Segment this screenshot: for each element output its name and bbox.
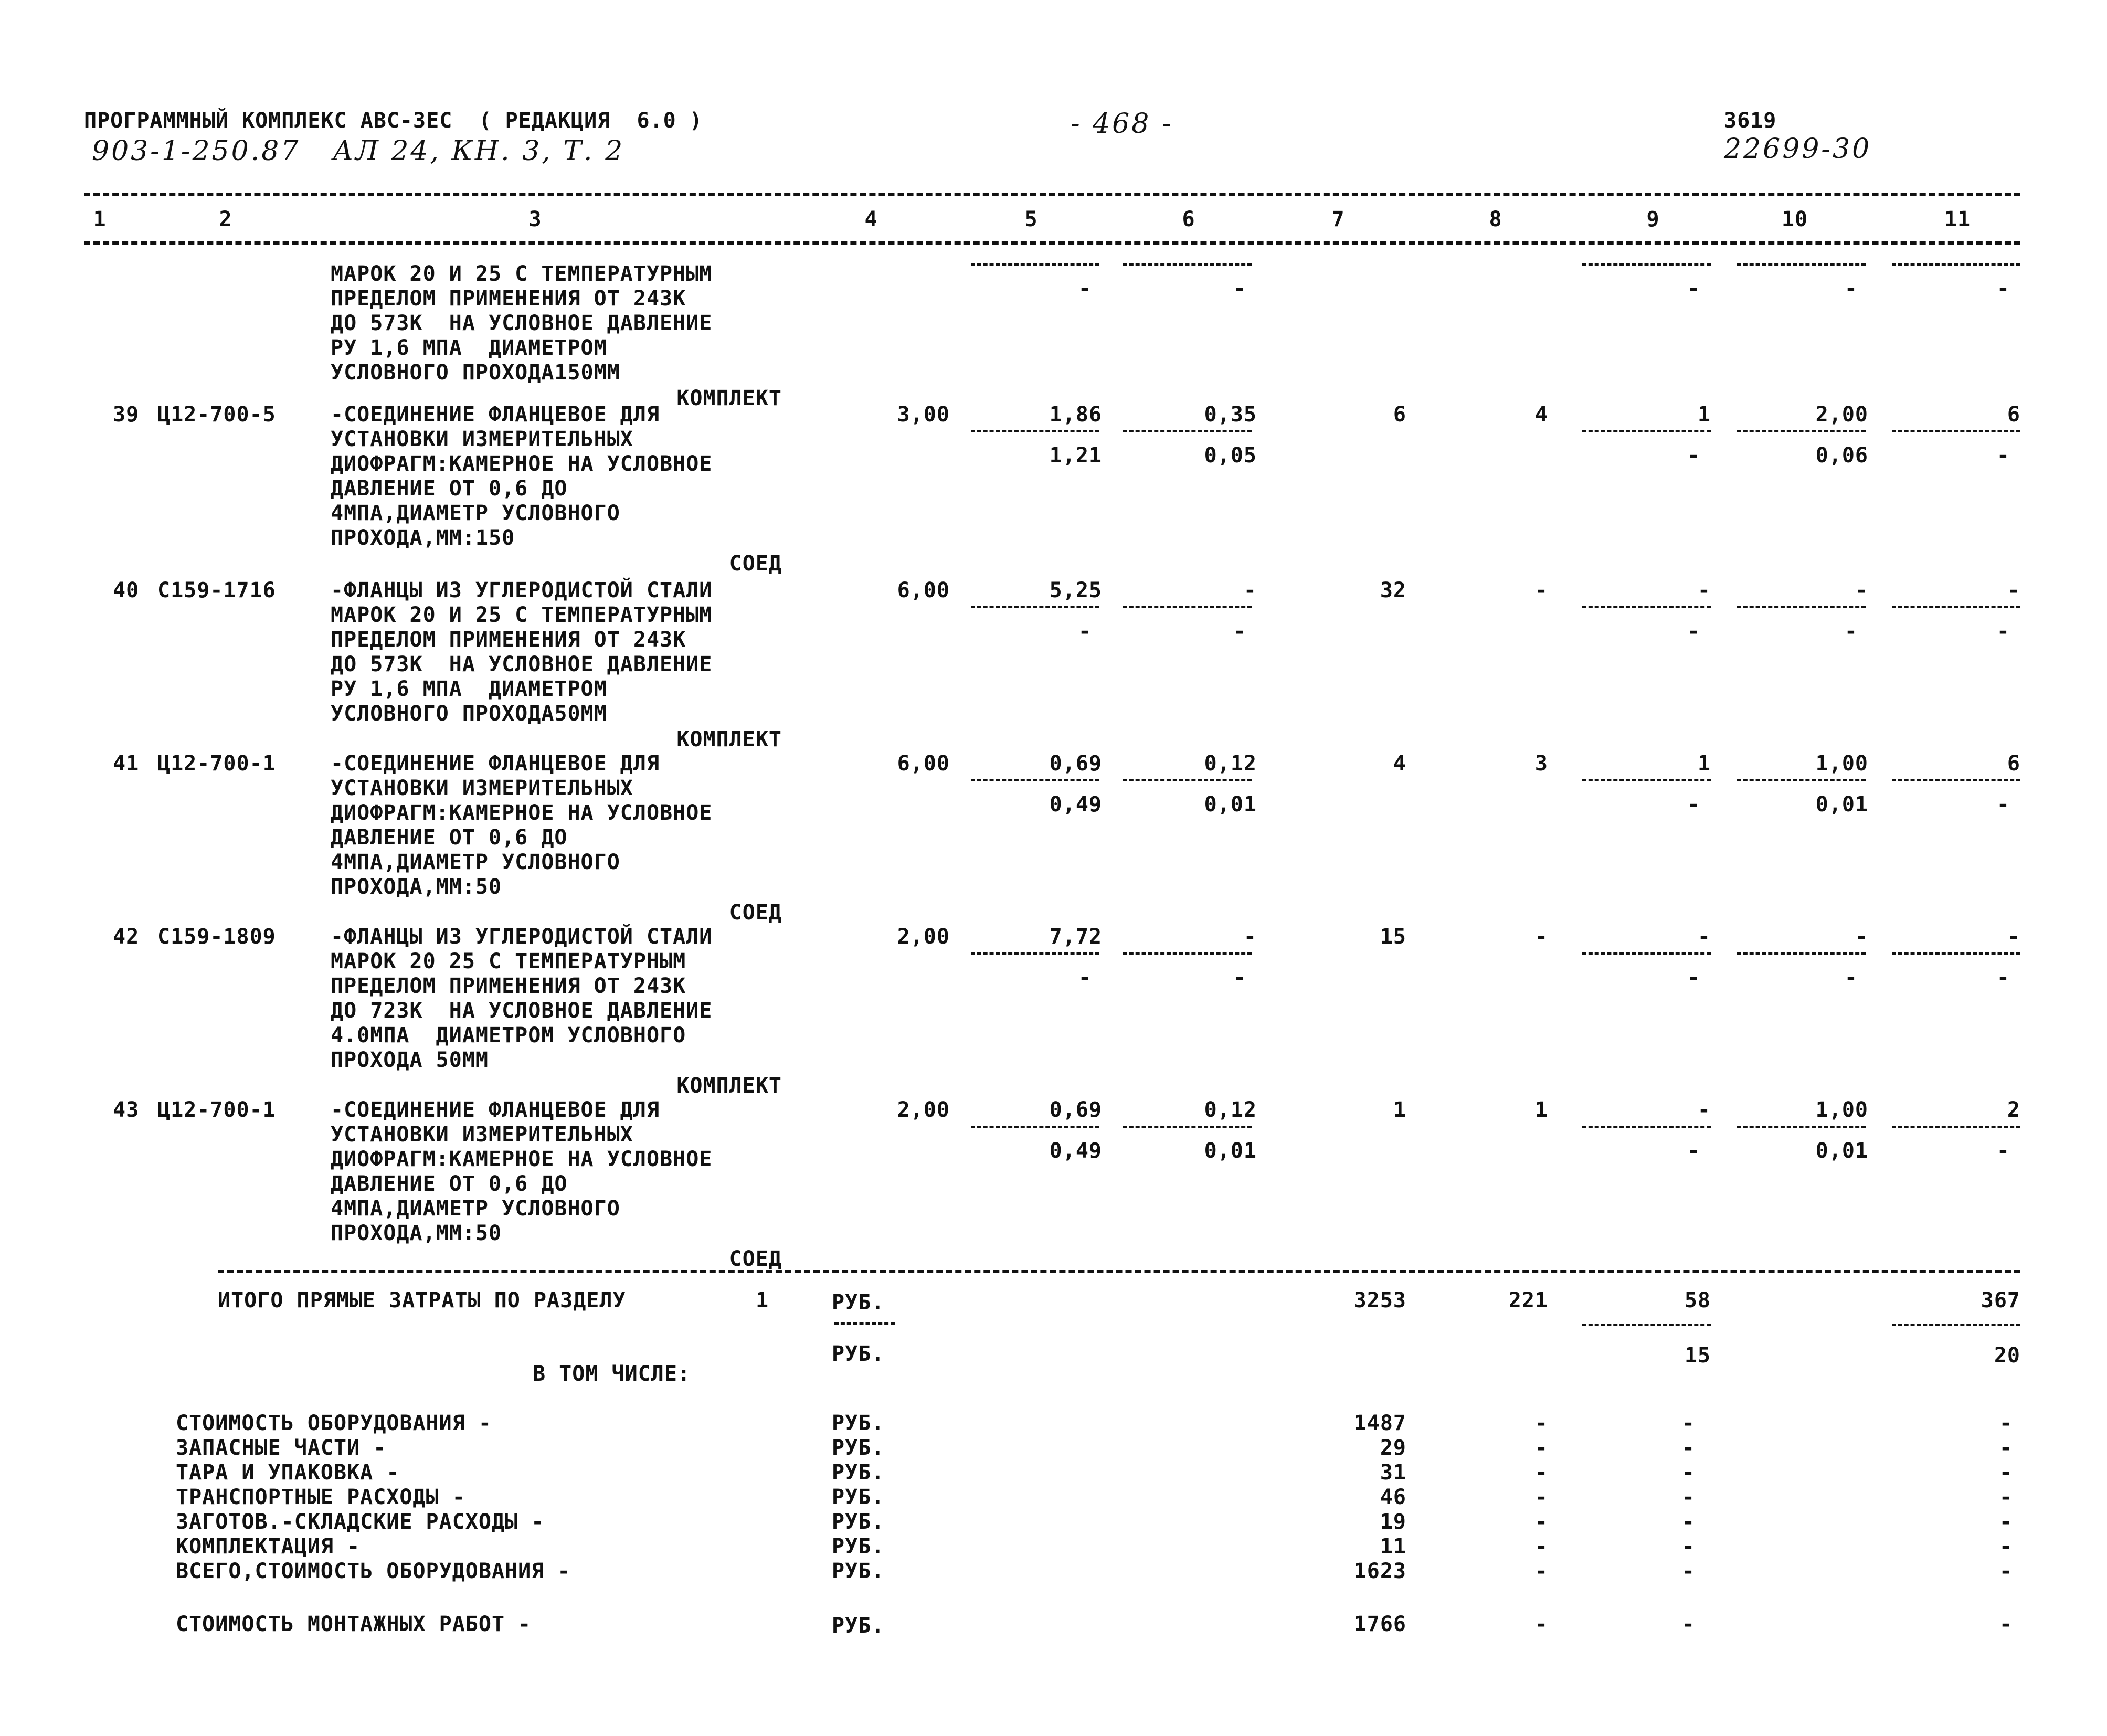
column-header-10: 10 [1781, 207, 1808, 231]
subcell-c11: - [1996, 277, 2010, 301]
breakdown-col9: - [1681, 1460, 1695, 1485]
breakdown-unit: РУБ. [832, 1485, 885, 1509]
row-description-line: -СОЕДИНЕНИЕ ФЛАНЦЕВОЕ ДЛЯ [331, 751, 660, 776]
cell-c11: 6 [2007, 403, 2020, 427]
row-description-line: РУ 1,6 МПА ДИАМЕТРОМ [331, 336, 607, 360]
row-description-line: УСЛОВНОГО ПРОХОДА150ММ [331, 361, 620, 385]
row-description-line: -ФЛАНЦЫ ИЗ УГЛЕРОДИСТОЙ СТАЛИ [331, 925, 713, 949]
row-code: Ц12-700-1 [157, 1098, 276, 1122]
cell-c5: 7,72 [1049, 925, 1102, 949]
row-description-line: МАРОК 20 25 С ТЕМПЕРАТУРНЫМ [331, 949, 686, 973]
breakdown-col9: - [1681, 1411, 1695, 1435]
row-description-line: ДО 723К НА УСЛОВНОЕ ДАВЛЕНИЕ [331, 999, 713, 1023]
breakdown-col11: - [1999, 1460, 2013, 1485]
breakdown-label: ВСЕГО,СТОИМОСТЬ ОБОРУДОВАНИЯ - [176, 1559, 571, 1583]
breakdown-col11: - [1999, 1534, 2013, 1559]
cell-rule-c11 [1892, 779, 2020, 781]
breakdown-col11: - [1999, 1436, 2013, 1460]
totals-col9: 58 [1684, 1288, 1711, 1312]
breakdown-col8: - [1534, 1534, 1548, 1559]
subcell-c9: - [1687, 443, 1700, 468]
breakdown-col9: - [1681, 1534, 1695, 1559]
breakdown-col11: - [1999, 1485, 2013, 1509]
row-description-line: -СОЕДИНЕНИЕ ФЛАНЦЕВОЕ ДЛЯ [331, 403, 660, 427]
cell-c9: 1 [1697, 751, 1711, 776]
cell-rule-c10 [1737, 952, 1866, 955]
breakdown-col9: - [1681, 1559, 1695, 1583]
subcell-c10: 0,01 [1815, 1139, 1868, 1163]
cell-rule-c11 [1892, 606, 2020, 608]
subcell-c6: 0,01 [1204, 1139, 1257, 1163]
breakdown-col7: 1623 [1353, 1559, 1406, 1583]
breakdown-col8: - [1534, 1510, 1548, 1534]
header-rule-top [84, 193, 2020, 196]
cell-c5: 0,69 [1049, 751, 1102, 776]
totals-sub-unit: РУБ. [832, 1342, 885, 1366]
cell-rule-c5 [971, 263, 1099, 266]
subcell-c10: - [1844, 619, 1858, 643]
subcell-c11: - [1996, 966, 2010, 990]
cell-rule-c6 [1123, 263, 1252, 266]
cell-rule-c9 [1582, 263, 1711, 266]
row-description-line: 4.0МПА ДИАМЕТРОМ УСЛОВНОГО [331, 1023, 686, 1047]
column-header-2: 2 [219, 207, 232, 231]
cell-c4: 2,00 [897, 925, 950, 949]
cell-rule-c6 [1123, 1126, 1252, 1128]
totals-sub-col9: 15 [1684, 1343, 1711, 1368]
breakdown-unit: РУБ. [832, 1559, 885, 1583]
breakdown-col11: - [1999, 1411, 2013, 1435]
row-number: 43 [113, 1098, 140, 1122]
row-description-line: МАРОК 20 И 25 С ТЕМПЕРАТУРНЫМ [331, 262, 713, 286]
subcell-c10: - [1844, 966, 1858, 990]
breakdown-label: ЗАГОТОВ.-СКЛАДСКИЕ РАСХОДЫ - [176, 1510, 545, 1534]
cell-c8: 4 [1534, 403, 1548, 427]
row-description-line: ПРОХОДА,ММ:150 [331, 526, 515, 550]
subcell-c9: - [1687, 1139, 1700, 1163]
subcell-c6: 0,05 [1204, 443, 1257, 468]
subcell-c11: - [1996, 792, 2010, 817]
breakdown-col7: 1487 [1353, 1411, 1406, 1435]
breakdown-label: СТОИМОСТЬ ОБОРУДОВАНИЯ - [176, 1411, 492, 1435]
totals-col8: 221 [1508, 1288, 1548, 1312]
cell-c8: 3 [1534, 751, 1548, 776]
subcell-c11: - [1996, 619, 2010, 643]
cell-rule-c11 [1892, 263, 2020, 266]
cell-c10: - [1855, 578, 1868, 602]
cell-c4: 6,00 [897, 578, 950, 602]
cell-rule-c11 [1892, 430, 2020, 432]
subcell-c9: - [1687, 792, 1700, 817]
cell-c7: 6 [1393, 403, 1406, 427]
cell-c7: 4 [1393, 751, 1406, 776]
subcell-c9: - [1687, 966, 1700, 990]
subcell-c5: 0,49 [1049, 792, 1102, 817]
subcell-c11: - [1996, 1139, 2010, 1163]
totals-unit: РУБ. [832, 1290, 885, 1315]
cell-c6: - [1243, 578, 1257, 602]
row-description-line: ДАВЛЕНИЕ ОТ 0,6 ДО [331, 1172, 568, 1196]
cell-rule-c9 [1582, 606, 1711, 608]
cell-c4: 6,00 [897, 751, 950, 776]
cell-rule-c6 [1123, 779, 1252, 781]
cell-rule-c5 [971, 606, 1099, 608]
row-description-line: -ФЛАНЦЫ ИЗ УГЛЕРОДИСТОЙ СТАЛИ [331, 578, 713, 602]
breakdown-col7: 29 [1380, 1436, 1406, 1460]
subcell-c10: 0,06 [1815, 443, 1868, 468]
row-unit: СОЕД [729, 901, 782, 925]
subcell-c6: - [1233, 966, 1246, 990]
row-unit: СОЕД [729, 1247, 782, 1271]
breakdown-col9: - [1681, 1510, 1695, 1534]
row-description-line: РУ 1,6 МПА ДИАМЕТРОМ [331, 677, 607, 701]
cell-rule-c9 [1582, 1126, 1711, 1128]
row-description-line: ПРОХОДА,ММ:50 [331, 875, 502, 899]
breakdown-col8: - [1534, 1460, 1548, 1485]
cell-c11: 2 [2007, 1098, 2020, 1122]
totals-label: ИТОГО ПРЯМЫЕ ЗАТРАТЫ ПО РАЗДЕЛУ [218, 1288, 626, 1312]
row-description-line: ПРЕДЕЛОМ ПРИМЕНЕНИЯ ОТ 243К [331, 628, 686, 652]
cell-rule-c10 [1737, 1126, 1866, 1128]
cell-c4: 2,00 [897, 1098, 950, 1122]
row-description-line: МАРОК 20 И 25 С ТЕМПЕРАТУРНЫМ [331, 603, 713, 627]
row-description-line: -СОЕДИНЕНИЕ ФЛАНЦЕВОЕ ДЛЯ [331, 1098, 660, 1122]
breakdown-label: ТРАНСПОРТНЫЕ РАСХОДЫ - [176, 1485, 465, 1509]
breakdown-col8: - [1534, 1559, 1548, 1583]
cell-c10: 1,00 [1815, 751, 1868, 776]
breakdown-unit: РУБ. [832, 1460, 885, 1485]
cell-rule-c9 [1582, 430, 1711, 432]
cell-rule-c10 [1737, 779, 1866, 781]
breakdown-col11: - [1999, 1510, 2013, 1534]
breakdown-col11: - [1999, 1559, 2013, 1583]
row-description-line: 4МПА,ДИАМЕТР УСЛОВНОГО [331, 501, 620, 525]
row-description-line: ПРОХОДА,ММ:50 [331, 1221, 502, 1245]
totals-col11-rule [1892, 1324, 2020, 1326]
row-unit: КОМПЛЕКТ [676, 386, 782, 410]
cell-c10: 2,00 [1815, 403, 1868, 427]
cell-c5: 1,86 [1049, 403, 1102, 427]
cell-c6: 0,35 [1204, 403, 1257, 427]
cell-rule-c6 [1123, 606, 1252, 608]
cell-c11: - [2007, 578, 2020, 602]
column-header-11: 11 [1944, 207, 1971, 231]
breakdown-col9: - [1681, 1485, 1695, 1509]
cell-c7: 32 [1380, 578, 1406, 602]
header-rule-bottom [84, 241, 2020, 245]
cell-rule-c5 [971, 430, 1099, 432]
column-header-6: 6 [1182, 207, 1195, 231]
cell-c9: - [1697, 578, 1711, 602]
breakdown-col7: 19 [1380, 1510, 1406, 1534]
totals-col9-rule [1582, 1324, 1711, 1326]
cell-c8: - [1534, 925, 1548, 949]
page-number: - 468 - [1071, 108, 1173, 140]
breakdown-label: ЗАПАСНЫЕ ЧАСТИ - [176, 1436, 387, 1460]
cell-c8: - [1534, 578, 1548, 602]
breakdown-col8: - [1534, 1436, 1548, 1460]
row-code: Ц12-700-5 [157, 403, 276, 427]
cell-c5: 0,69 [1049, 1098, 1102, 1122]
row-unit: КОМПЛЕКТ [676, 1074, 782, 1098]
breakdown-col8: - [1534, 1485, 1548, 1509]
subcell-c5: - [1078, 277, 1092, 301]
cell-c4: 3,00 [897, 403, 950, 427]
cell-c7: 15 [1380, 925, 1406, 949]
subcell-c5: - [1078, 619, 1092, 643]
cell-c11: - [2007, 925, 2020, 949]
column-header-7: 7 [1331, 207, 1345, 231]
cell-rule-c9 [1582, 952, 1711, 955]
row-description-line: ДИОФРАГМ:КАМЕРНОЕ НА УСЛОВНОЕ [331, 801, 713, 825]
montage-unit: РУБ. [832, 1614, 885, 1638]
row-number: 40 [113, 578, 140, 602]
column-header-4: 4 [864, 207, 878, 231]
breakdown-unit: РУБ. [832, 1534, 885, 1559]
subcell-c5: - [1078, 966, 1092, 990]
row-description-line: ДАВЛЕНИЕ ОТ 0,6 ДО [331, 825, 568, 850]
subcell-c10: - [1844, 277, 1858, 301]
montage-col8: - [1534, 1612, 1548, 1636]
row-description-line: 4МПА,ДИАМЕТР УСЛОВНОГО [331, 1197, 620, 1221]
row-number: 39 [113, 403, 140, 427]
cell-c9: - [1697, 1098, 1711, 1122]
breakdown-col7: 31 [1380, 1460, 1406, 1485]
subcell-c5: 1,21 [1049, 443, 1102, 468]
row-number: 42 [113, 925, 140, 949]
subcell-c6: - [1233, 619, 1246, 643]
cell-rule-c10 [1737, 606, 1866, 608]
code-top: 3619 [1724, 109, 1777, 133]
cell-c10: - [1855, 925, 1868, 949]
cell-c9: - [1697, 925, 1711, 949]
totals-col11: 367 [1981, 1288, 2020, 1312]
row-description-line: ПРЕДЕЛОМ ПРИМЕНЕНИЯ ОТ 243К [331, 974, 686, 998]
row-description-line: ДО 573К НА УСЛОВНОЕ ДАВЛЕНИЕ [331, 311, 713, 335]
document-reference: 903-1-250.87 АЛ 24, КН. 3, Т. 2 [92, 135, 625, 167]
column-header-5: 5 [1024, 207, 1038, 231]
montage-label: СТОИМОСТЬ МОНТАЖНЫХ РАБОТ - [176, 1612, 532, 1636]
column-header-3: 3 [528, 207, 542, 231]
cell-rule-c10 [1737, 263, 1866, 266]
breakdown-col7: 11 [1380, 1534, 1406, 1559]
subcell-c10: 0,01 [1815, 792, 1868, 817]
cell-rule-c5 [971, 1126, 1099, 1128]
breakdown-unit: РУБ. [832, 1411, 885, 1435]
including-label: В ТОМ ЧИСЛЕ: [533, 1362, 691, 1386]
row-code: Ц12-700-1 [157, 751, 276, 776]
row-description-line: ПРЕДЕЛОМ ПРИМЕНЕНИЯ ОТ 243К [331, 287, 686, 311]
row-description-line: ДИОФРАГМ:КАМЕРНОЕ НА УСЛОВНОЕ [331, 1147, 713, 1171]
breakdown-unit: РУБ. [832, 1436, 885, 1460]
breakdown-label: КОМПЛЕКТАЦИЯ - [176, 1534, 361, 1559]
row-description-line: УСТАНОВКИ ИЗМЕРИТЕЛЬНЫХ [331, 776, 633, 800]
montage-col7: 1766 [1353, 1612, 1406, 1636]
totals-unit-rule [834, 1322, 895, 1325]
cell-rule-c9 [1582, 779, 1711, 781]
cell-c11: 6 [2007, 751, 2020, 776]
cell-rule-c5 [971, 952, 1099, 955]
row-description-line: УСТАНОВКИ ИЗМЕРИТЕЛЬНЫХ [331, 1123, 633, 1147]
cell-c8: 1 [1534, 1098, 1548, 1122]
cell-c7: 1 [1393, 1098, 1406, 1122]
breakdown-col7: 46 [1380, 1485, 1406, 1509]
totals-rule [218, 1270, 2020, 1273]
cell-rule-c11 [1892, 1126, 2020, 1128]
cell-c5: 5,25 [1049, 578, 1102, 602]
subcell-c9: - [1687, 619, 1700, 643]
breakdown-unit: РУБ. [832, 1510, 885, 1534]
column-header-1: 1 [93, 207, 107, 231]
row-description-line: 4МПА,ДИАМЕТР УСЛОВНОГО [331, 850, 620, 874]
cell-rule-c11 [1892, 952, 2020, 955]
breakdown-col8: - [1534, 1411, 1548, 1435]
column-header-9: 9 [1646, 207, 1660, 231]
row-code: С159-1809 [157, 925, 276, 949]
row-code: С159-1716 [157, 578, 276, 602]
cell-rule-c10 [1737, 430, 1866, 432]
cell-rule-c6 [1123, 430, 1252, 432]
breakdown-col9: - [1681, 1436, 1695, 1460]
program-title: ПРОГРАММНЫЙ КОМПЛЕКС АВС-3ЕС ( РЕДАКЦИЯ 6.0 ) [84, 109, 703, 133]
row-description-line: ДИОФРАГМ:КАМЕРНОЕ НА УСЛОВНОЕ [331, 452, 713, 476]
row-unit: КОМПЛЕКТ [676, 727, 782, 751]
row-description-line: УСТАНОВКИ ИЗМЕРИТЕЛЬНЫХ [331, 427, 633, 451]
row-description-line: УСЛОВНОГО ПРОХОДА50ММ [331, 702, 607, 726]
totals-sub-col11: 20 [1994, 1343, 2020, 1368]
code-bottom: 22699-30 [1724, 133, 1872, 165]
montage-col11: - [1999, 1612, 2013, 1636]
column-header-8: 8 [1489, 207, 1502, 231]
cell-rule-c6 [1123, 952, 1252, 955]
subcell-c11: - [1996, 443, 2010, 468]
cell-rule-c5 [971, 779, 1099, 781]
subcell-c6: 0,01 [1204, 792, 1257, 817]
cell-c6: - [1243, 925, 1257, 949]
row-description-line: ДО 573К НА УСЛОВНОЕ ДАВЛЕНИЕ [331, 652, 713, 676]
breakdown-label: ТАРА И УПАКОВКА - [176, 1460, 400, 1485]
subcell-c9: - [1687, 277, 1700, 301]
row-unit: СОЕД [729, 552, 782, 576]
subcell-c6: - [1233, 277, 1246, 301]
cell-c6: 0,12 [1204, 1098, 1257, 1122]
row-description-line: ПРОХОДА 50ММ [331, 1048, 489, 1072]
row-number: 41 [113, 751, 140, 776]
cell-c9: 1 [1697, 403, 1711, 427]
cell-c6: 0,12 [1204, 751, 1257, 776]
cell-c10: 1,00 [1815, 1098, 1868, 1122]
montage-col9: - [1681, 1612, 1695, 1636]
totals-col7: 3253 [1353, 1288, 1406, 1312]
subcell-c5: 0,49 [1049, 1139, 1102, 1163]
row-description-line: ДАВЛЕНИЕ ОТ 0,6 ДО [331, 477, 568, 501]
totals-section: 1 [756, 1288, 769, 1312]
